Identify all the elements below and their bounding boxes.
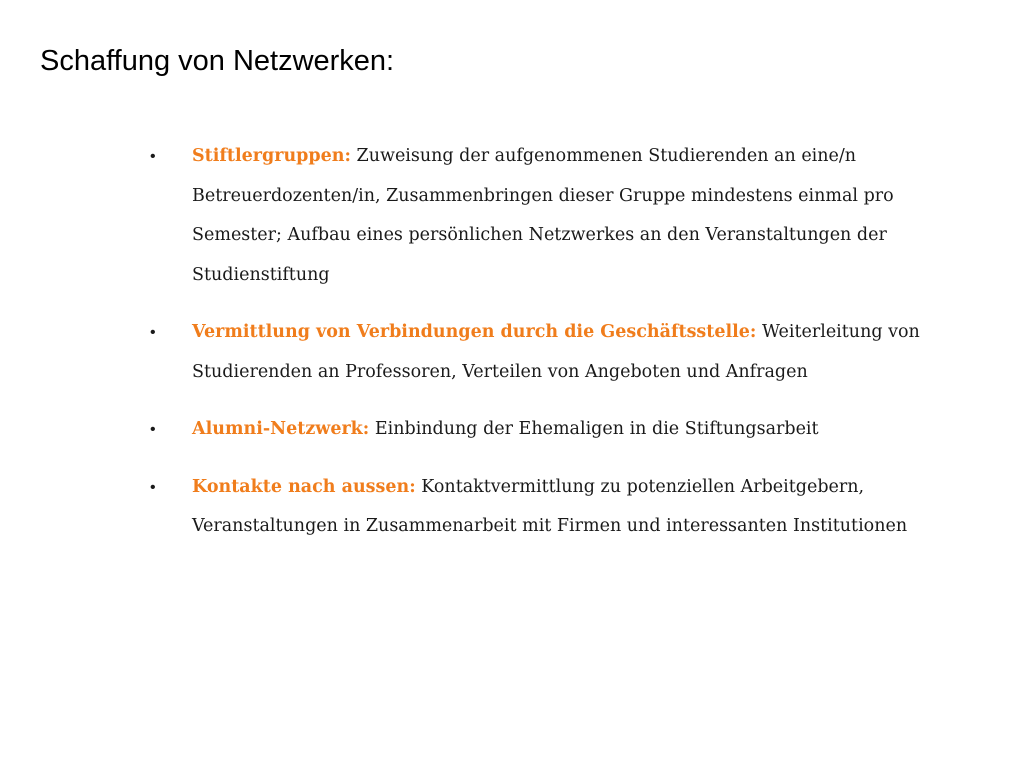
bullet-icon: • [150,148,156,165]
bullet-icon: • [150,478,156,496]
bullet-item-vermittlung [150,313,950,392]
bullet-lead: Vermittlung von Verbindungen durch die Geschäftsstelle: [192,322,757,342]
bullet-text: Weiterleitung von Studierenden an Professoren, Verteilen von Angeboten und Anfragen [192,322,920,382]
bullet-lead: Alumni-Netzwerk: [192,419,370,439]
bullet-item-alumni-netzwerk [150,410,950,450]
bullet-item-stiftlergruppen [150,137,950,295]
bullet-list [150,137,950,565]
bullet-lead: Stiftlergruppen: [192,146,351,166]
bullet-text: Zuweisung der aufgenommenen Studierenden an eine/n Betreuerdozenten/in, Zusammenbringen dieser Gruppe mindestens einmal pro Semester; Aufbau eines persönlichen Netzwerkes an den Veranstaltungen der Studienstiftung [192,146,894,285]
bullet-icon: • [150,324,156,341]
bullet-item-kontakte-nach-aussen [150,468,950,547]
bullet-text: Kontaktvermittlung zu potenziellen Arbeitgebern, Veranstaltungen in Zusammenarbeit mit Firmen und interessanten Institutionen [192,476,908,536]
bullet-text: Einbindung der Ehemaligen in die Stiftungsarbeit [374,419,819,439]
bullet-lead: Kontakte nach aussen: [192,476,416,497]
slide-title: Schaffung von Netzwerken: [40,45,395,77]
bullet-icon: • [150,421,156,438]
